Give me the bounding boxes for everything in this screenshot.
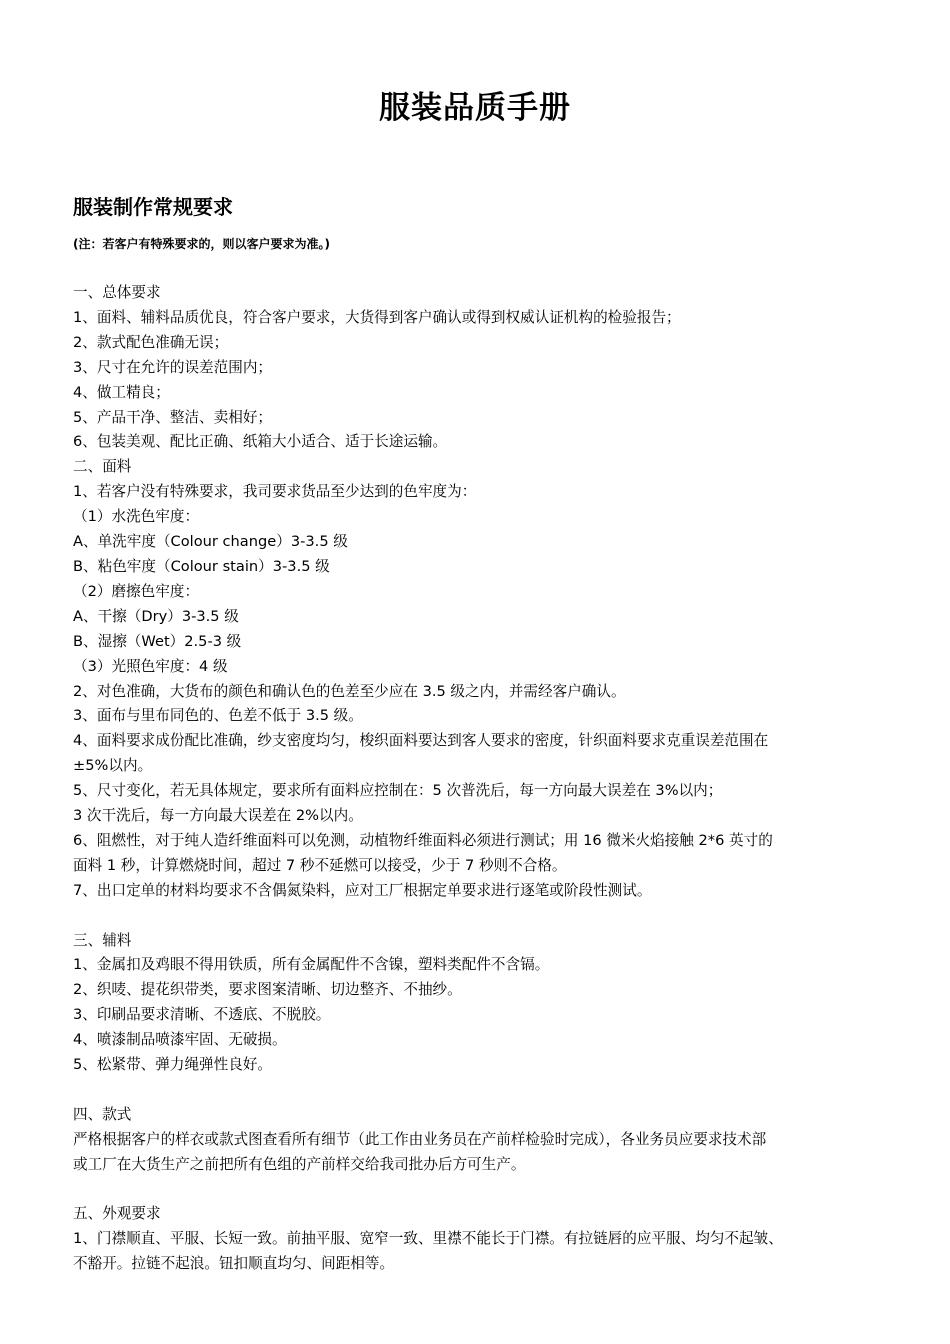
list-item: （2）磨擦色牢度：: [73, 582, 200, 600]
list-item: 或工厂在大货生产之前把所有色组的产前样交给我司批办后方可生产。: [73, 1155, 526, 1173]
list-item: 面料 1 秒，计算燃烧时间，超过 7 秒不延燃可以接受，少于 7 秒则不合格。: [73, 856, 567, 874]
list-item: 3 次干洗后，每一方向最大误差在 2%以内。: [73, 807, 363, 825]
list-item: 5、松紧带、弹力绳弹性良好。: [73, 1056, 273, 1074]
section-heading-trims: 三、辅料: [73, 931, 132, 949]
spacer: [73, 1078, 889, 1103]
section-heading-style: 四、款式: [73, 1105, 132, 1123]
list-item: 1、金属扣及鸡眼不得用铁质，所有金属配件不含镍，塑料类配件不含镉。: [73, 956, 550, 974]
list-item: 6、阻燃性，对于纯人造纤维面料可以免测，动植物纤维面料必须进行测试；用 16 微米火焰接触 2*6 英寸的: [73, 831, 773, 849]
list-item: ±5%以内。: [73, 757, 153, 775]
list-item: B、湿擦（Wet）2.5-3 级: [73, 632, 242, 650]
list-item: 4、面料要求成份配比准确，纱支密度均匀，梭织面料要达到客人要求的密度，针织面料要求克重误差范围在: [73, 732, 769, 750]
spacer: [73, 904, 889, 929]
list-item: 3、尺寸在允许的误差范围内；: [73, 358, 273, 376]
list-item: 2、款式配色准确无误；: [73, 333, 229, 351]
list-item: 3、印刷品要求清晰、不透底、不脱胶。: [73, 1006, 331, 1024]
list-item: 不豁开。拉链不起浪。钮扣顺直均匀、间距相等。: [73, 1255, 395, 1273]
list-item: B、粘色牢度（Colour stain）3-3.5 级: [73, 557, 330, 575]
list-item: （3）光照色牢度：4 级: [73, 657, 228, 675]
list-item: 2、织唛、提花织带类，要求图案清晰、切边整齐、不抽纱。: [73, 981, 462, 999]
list-item: 5、产品干净、整洁、卖相好；: [73, 408, 273, 426]
list-item: A、干擦（Dry）3-3.5 级: [73, 607, 239, 625]
list-item: （1）水洗色牢度：: [73, 508, 200, 526]
list-item: 1、门襟顺直、平服、长短一致。前抽平服、宽窄一致、里襟不能长于门襟。有拉链唇的应平服、均匀不起皱、: [73, 1230, 783, 1248]
list-item: 6、包装美观、配比正确、纸箱大小适合、适于长途运输。: [73, 433, 448, 451]
list-item: A、单洗牢度（Colour change）3-3.5 级: [73, 533, 348, 551]
section-subtitle: 服装制作常规要求: [73, 195, 233, 219]
customer-note: (注：若客户有特殊要求的，则以客户要求为准。): [73, 237, 330, 251]
section-heading-general: 一、总体要求: [73, 284, 161, 301]
document-title: 服装品质手册: [379, 90, 571, 126]
list-item: 1、面料、辅料品质优良，符合客户要求，大货得到客户确认或得到权威认证机构的检验报告；: [73, 308, 681, 326]
list-item: 4、做工精良；: [73, 383, 170, 401]
section-heading-appearance: 五、外观要求: [73, 1205, 161, 1223]
list-item: 5、尺寸变化，若无具体规定，要求所有面料应控制在：5 次普洗后，每一方向最大误差在 3%以内；: [73, 782, 723, 800]
document-body: [73, 281, 889, 1277]
list-item: 严格根据客户的样衣或款式图查看所有细节（此工作由业务员在产前样检验时完成），各业务员应要求技术部: [73, 1130, 767, 1148]
list-item: 3、面布与里布同色的、色差不低于 3.5 级。: [73, 707, 363, 725]
list-item: 2、对色准确，大货布的颜色和确认色的色差至少应在 3.5 级之内，并需经客户确认。: [73, 682, 626, 700]
list-item: 1、若客户没有特殊要求，我司要求货品至少达到的色牢度为：: [73, 483, 477, 501]
spacer: [73, 1178, 889, 1203]
section-heading-fabric: 二、面料: [73, 458, 132, 476]
list-item: 4、喷漆制品喷漆牢固、无破损。: [73, 1031, 287, 1049]
list-item: 7、出口定单的材料均要求不含偶氮染料，应对工厂根据定单要求进行逐笔或阶段性测试。: [73, 881, 652, 899]
